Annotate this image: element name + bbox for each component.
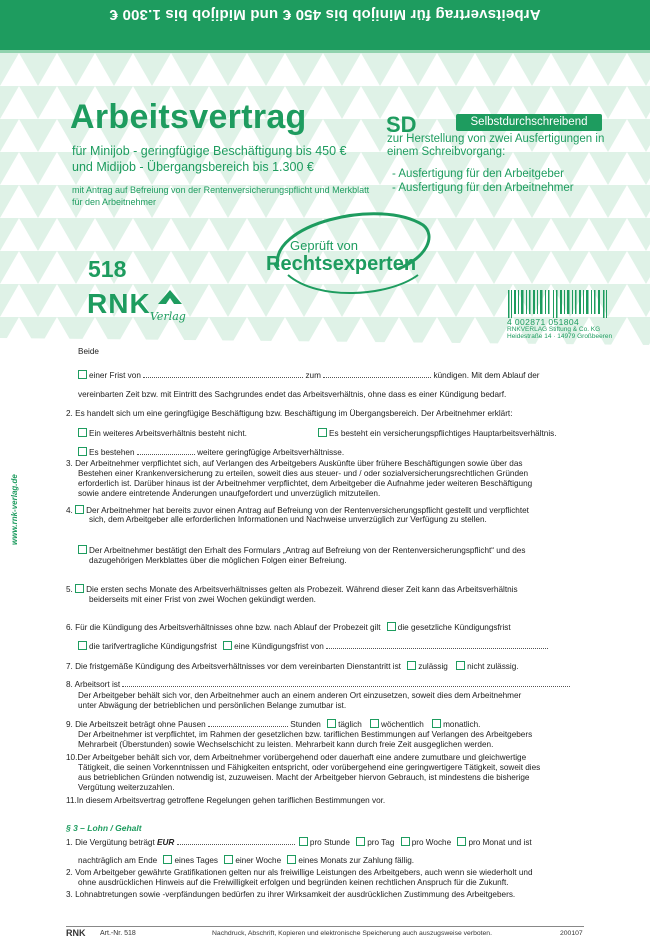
checkbox[interactable] (432, 719, 441, 728)
text-line: nachträglich am Ende eines Tages einer Woche eines Monats zur Zahlung fällig. (78, 856, 415, 865)
publisher-name: RNKVERLAG Stiftung & Co. KG (507, 326, 601, 333)
checkbox[interactable] (223, 641, 232, 650)
checkbox[interactable] (299, 837, 308, 846)
text-line: 6. Für die Kündigung des Arbeitsverhältnisses ohne bzw. nach Ablauf der Probezeit gilt die gesetzliche Kündigungsfrist (66, 623, 511, 632)
text-line: 2. Vom Arbeitgeber gewährte Gratifikationen gelten nur als freiwillige Leistungen des Arbeitgebers, auch wenn sie wiederholt und (66, 868, 533, 877)
sd-list (392, 167, 574, 195)
checkbox[interactable] (78, 370, 87, 379)
text-line: 11.In diesem Arbeitsvertrag getroffene Regelungen gehen tariflichen Bestimmungen vor. (66, 796, 386, 805)
fill-line[interactable] (208, 721, 288, 727)
section-heading: § 3 – Lohn / Gehalt (66, 823, 142, 833)
text-line: 5. Die ersten sechs Monate des Arbeitsverhältnisses gelten als Probezeit. Während dieser Zeit kann das Arbeitsverhältnis (66, 585, 518, 594)
barcode-icon (507, 290, 609, 318)
checkbox[interactable] (78, 428, 87, 437)
document-title: Arbeitsvertrag (70, 98, 307, 136)
checkbox[interactable] (370, 719, 379, 728)
checkbox[interactable] (327, 719, 336, 728)
text-line: Es besteht ein versicherungspflichtiges Hauptarbeitsverhältnis. (318, 428, 557, 440)
text-line: einer Frist von zum kündigen. Mit dem Ablauf der (78, 370, 540, 382)
publisher-address: Heidestraße 14 · 14979 Großbeeren (507, 333, 613, 340)
checkbox[interactable] (456, 661, 465, 670)
text-line: Ein weiteres Arbeitsverhältnis besteht nicht. (78, 428, 247, 440)
text-line: Tätigkeit, die seinen Vorkenntnissen und Fähigkeiten entspricht, oder vorübergehend eine geringwertigere Tätigkeit, soweit dies (78, 763, 541, 772)
footer-copyright: Nachdruck, Abschrift, Kopieren und elektronische Speicherung auch auszugsweise verboten. (212, 930, 492, 937)
checkbox[interactable] (78, 641, 87, 650)
sd-description: zur Herstellung von zwei Ausfertigungen in einem Schreibvorgang: (387, 133, 605, 158)
fill-line[interactable] (326, 643, 548, 649)
fill-line[interactable] (143, 372, 303, 378)
text-line: 7. Die fristgemäße Kündigung des Arbeitsverhältnisses vor dem vereinbarten Dienstantritt ist zulässig nicht zulässig. (66, 662, 519, 671)
text-line: sich, dem Arbeitgeber alle erforderlichen Informationen und Nachweise unverzüglich zur Verfügung zu stellen. (89, 515, 487, 524)
text-line: Mehrarbeit (Überstunden) sowie Wechselschicht zu leisten. Mehrarbeit kann durch freie Zeit ausgeglichen werden. (78, 740, 494, 749)
text-line: Der Arbeitgeber behält sich vor, den Arbeitnehmer auch an einem anderen Ort einzusetzen, soweit dies dem Arbeitnehmer (78, 691, 522, 700)
footer-brand: RNK (66, 928, 86, 938)
sd-list-item: - Ausfertigung für den Arbeitgeber (392, 168, 564, 180)
text-line: erforderlich ist. Darüber hinaus ist der Arbeitnehmer verpflichtet, dem Arbeitgeber die Aufnahme jeder weiteren Beschäftigung (78, 479, 533, 488)
form-number: 518 (88, 256, 127, 282)
text-line: unter Abwägung der betrieblichen und persönlichen Belange zumutbar ist. (78, 701, 347, 710)
text-line: Der Arbeitnehmer ist verpflichtet, im Rahmen der gesetzlichen bzw. tariflichen Bestimmungen auf Verlangen des Arbeitgebers (78, 730, 533, 739)
checkbox[interactable] (78, 545, 87, 554)
sd-badge: Selbstdurchschreibend (456, 114, 602, 131)
document-subtitle-small: mit Antrag auf Befreiung von der Rentenversicherungspflicht und Merkblatt für den Arbeitnehmer (72, 185, 370, 207)
checkbox[interactable] (75, 584, 84, 593)
brand-logo: RNK (87, 288, 151, 319)
text-line: dazugehörigen Merkblattes über die möglichen Folgen einer Befreiung. (89, 556, 347, 565)
text-line: vereinbarten Zeit bzw. mit Eintritt des Sachgrundes endet das Arbeitsverhältnis, ohne dass es einer Kündigung bedarf. (78, 390, 507, 399)
side-url: www.rnk-verlag.de (10, 474, 19, 545)
seal-text-top: Geprüft von (290, 238, 358, 253)
fill-line[interactable] (137, 449, 195, 455)
checkbox[interactable] (287, 855, 296, 864)
text-line: beiderseits mit einer Frist von zwei Wochen gekündigt werden. (89, 595, 316, 604)
checkbox[interactable] (356, 837, 365, 846)
text-line: Vergütung weiterzuzahlen. (78, 783, 175, 792)
text-line: Beide (78, 347, 99, 356)
top-band (0, 0, 650, 50)
band-title: Arbeitsvertrag für Minijob bis 450 € und Midijob bis 1.300 € (109, 6, 541, 23)
checkbox[interactable] (401, 837, 410, 846)
text-line: ohne ausdrücklichen Hinweis auf die Freiwilligkeit erfolgen und begründen keinen rechtlichen Anspruch für die Zukunft. (78, 878, 509, 887)
checkbox[interactable] (75, 505, 84, 514)
checkbox[interactable] (78, 447, 87, 456)
text-line: 10.Der Arbeitgeber behält sich vor, dem Arbeitnehmer vorübergehend oder dauerhaft eine andere zumutbare und gleichwertige (66, 753, 527, 762)
text-line: sowie andere eintretende Änderungen unaufgefordert und unverzüglich mitzuteilen. (78, 489, 381, 498)
checkbox[interactable] (407, 661, 416, 670)
seal-text-bottom: Rechtsexperten (266, 253, 417, 275)
text-line: 3. Lohnabtretungen sowie -verpfändungen bedürfen zu ihrer Wirksamkeit der ausdrücklichen Zustimmung des Arbeitgebers. (66, 890, 516, 899)
ean-number: 4 002871 051804 (507, 317, 580, 327)
text-line: aus betrieblichen Gründen notwendig ist, zuzuweisen. Macht der Arbeitgeber hiervon Gebrauch, ist mindestens die bisherige (78, 773, 530, 782)
fill-line[interactable] (122, 681, 570, 687)
text-line: Der Arbeitnehmer bestätigt den Erhalt des Formulars „Antrag auf Befreiung von der Rentenversicherungspflicht“ und des (78, 545, 525, 557)
footer-divider (66, 926, 584, 927)
sd-label: SD (386, 112, 417, 137)
brand-triangle-icon (156, 288, 184, 306)
text-line: Es bestehen weitere geringfügige Arbeitsverhältnisse. (78, 447, 344, 459)
text-line: 2. Es handelt sich um eine geringfügige Beschäftigung bzw. Beschäftigung im Übergangsbereich. Der Arbeitnehmer erklärt: (66, 409, 513, 418)
sd-list-item: - Ausfertigung für den Arbeitnehmer (392, 182, 574, 194)
checkbox[interactable] (163, 855, 172, 864)
checkbox[interactable] (457, 837, 466, 846)
document-subtitle: für Minijob - geringfügige Beschäftigung bis 450 € und Midijob - Übergangsbereich bis 1.300 € (72, 144, 347, 174)
checkbox[interactable] (387, 622, 396, 631)
text-line: 9. Die Arbeitszeit beträgt ohne Pausen Stunden täglich wöchentlich monatlich. (66, 720, 481, 729)
text-line: 1. Die Vergütung beträgt EUR pro Stunde pro Tag pro Woche pro Monat und ist (66, 838, 532, 847)
text-line: 3. Der Arbeitnehmer verpflichtet sich, auf Verlangen des Arbeitgebers Auskünfte über frühere Beschäftigungen sowie über das (66, 459, 523, 468)
text-line: Bestehen einer Krankenversicherung zu erteilen, soweit dies aus steuer- und / oder sozialversicherungsrechtlichen Gründen (78, 469, 529, 478)
fill-line[interactable] (323, 372, 431, 378)
fill-line[interactable] (177, 839, 295, 845)
text-line: 8. Arbeitsort ist (66, 680, 570, 691)
checkbox[interactable] (318, 428, 327, 437)
text-line: die tarifvertragliche Kündigungsfrist eine Kündigungsfrist von (78, 641, 548, 653)
footer-code: 200107 (560, 930, 583, 937)
brand-sublabel: Verlag (150, 310, 186, 323)
checkbox[interactable] (224, 855, 233, 864)
footer-article: Art.-Nr. 518 (100, 930, 136, 937)
text-line: 4. Der Arbeitnehmer hat bereits zuvor einen Antrag auf Befreiung von der Rentenversicherungspflicht gestellt und verpflichtet (66, 506, 529, 515)
